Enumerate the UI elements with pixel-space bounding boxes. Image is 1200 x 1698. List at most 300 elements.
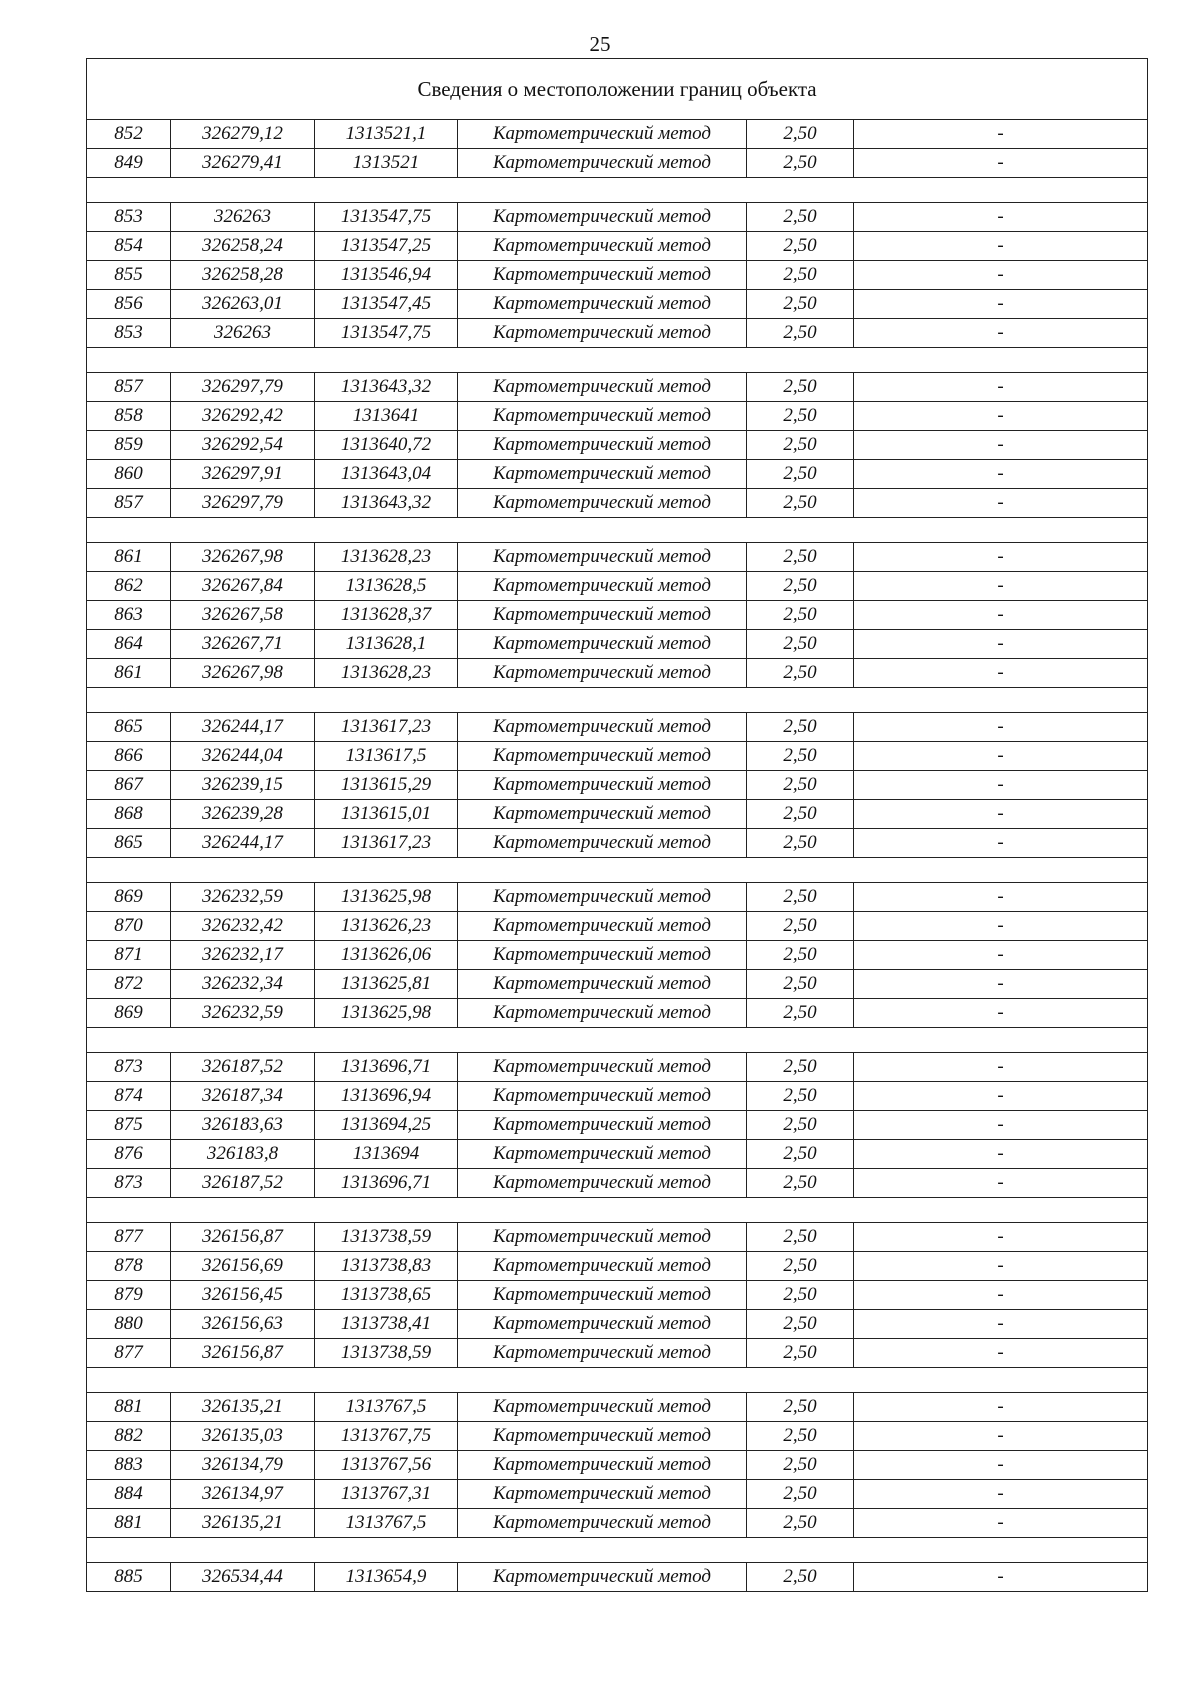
point-number-cell: 883 bbox=[87, 1451, 171, 1480]
method-cell: Картометрический метод bbox=[458, 659, 747, 688]
description-cell: - bbox=[854, 1393, 1148, 1422]
method-cell: Картометрический метод bbox=[458, 970, 747, 999]
table-row bbox=[87, 1053, 1148, 1082]
table-row bbox=[87, 460, 1148, 489]
x-coordinate-cell: 326134,79 bbox=[171, 1451, 315, 1480]
point-number-cell: 881 bbox=[87, 1509, 171, 1538]
point-number-cell: 854 bbox=[87, 232, 171, 261]
precision-cell: 2,50 bbox=[747, 829, 854, 858]
description-cell: - bbox=[854, 800, 1148, 829]
precision-cell: 2,50 bbox=[747, 290, 854, 319]
point-number-cell: 860 bbox=[87, 460, 171, 489]
y-coordinate-cell: 1313626,06 bbox=[315, 941, 458, 970]
y-coordinate-cell: 1313738,65 bbox=[315, 1281, 458, 1310]
method-cell: Картометрический метод bbox=[458, 941, 747, 970]
x-coordinate-cell: 326534,44 bbox=[171, 1563, 315, 1592]
x-coordinate-cell: 326292,42 bbox=[171, 402, 315, 431]
group-separator-cell bbox=[87, 1198, 1148, 1223]
method-cell: Картометрический метод bbox=[458, 149, 747, 178]
point-number-cell: 853 bbox=[87, 319, 171, 348]
y-coordinate-cell: 1313738,83 bbox=[315, 1252, 458, 1281]
precision-cell: 2,50 bbox=[747, 630, 854, 659]
description-cell: - bbox=[854, 319, 1148, 348]
precision-cell: 2,50 bbox=[747, 1310, 854, 1339]
x-coordinate-cell: 326239,15 bbox=[171, 771, 315, 800]
boundary-coordinates-table bbox=[86, 58, 1148, 1592]
group-separator-cell bbox=[87, 348, 1148, 373]
method-cell: Картометрический метод bbox=[458, 431, 747, 460]
x-coordinate-cell: 326244,17 bbox=[171, 829, 315, 858]
description-cell: - bbox=[854, 941, 1148, 970]
description-cell: - bbox=[854, 203, 1148, 232]
x-coordinate-cell: 326134,97 bbox=[171, 1480, 315, 1509]
x-coordinate-cell: 326279,41 bbox=[171, 149, 315, 178]
y-coordinate-cell: 1313617,23 bbox=[315, 713, 458, 742]
y-coordinate-cell: 1313617,5 bbox=[315, 742, 458, 771]
group-separator-row bbox=[87, 688, 1148, 713]
x-coordinate-cell: 326156,63 bbox=[171, 1310, 315, 1339]
description-cell: - bbox=[854, 572, 1148, 601]
y-coordinate-cell: 1313643,04 bbox=[315, 460, 458, 489]
y-coordinate-cell: 1313696,71 bbox=[315, 1169, 458, 1198]
precision-cell: 2,50 bbox=[747, 203, 854, 232]
point-number-cell: 867 bbox=[87, 771, 171, 800]
precision-cell: 2,50 bbox=[747, 460, 854, 489]
description-cell: - bbox=[854, 1082, 1148, 1111]
table-row bbox=[87, 402, 1148, 431]
description-cell: - bbox=[854, 373, 1148, 402]
page-number: 25 bbox=[589, 32, 611, 56]
x-coordinate-cell: 326297,79 bbox=[171, 489, 315, 518]
table-row bbox=[87, 319, 1148, 348]
method-cell: Картометрический метод bbox=[458, 232, 747, 261]
x-coordinate-cell: 326258,24 bbox=[171, 232, 315, 261]
group-separator-cell bbox=[87, 1538, 1148, 1563]
y-coordinate-cell: 1313547,25 bbox=[315, 232, 458, 261]
method-cell: Картометрический метод bbox=[458, 290, 747, 319]
y-coordinate-cell: 1313696,94 bbox=[315, 1082, 458, 1111]
precision-cell: 2,50 bbox=[747, 261, 854, 290]
x-coordinate-cell: 326232,59 bbox=[171, 999, 315, 1028]
description-cell: - bbox=[854, 1223, 1148, 1252]
method-cell: Картометрический метод bbox=[458, 1169, 747, 1198]
description-cell: - bbox=[854, 431, 1148, 460]
y-coordinate-cell: 1313628,37 bbox=[315, 601, 458, 630]
point-number-cell: 859 bbox=[87, 431, 171, 460]
point-number-cell: 858 bbox=[87, 402, 171, 431]
description-cell: - bbox=[854, 771, 1148, 800]
description-cell: - bbox=[854, 1310, 1148, 1339]
table-row bbox=[87, 261, 1148, 290]
table-row bbox=[87, 149, 1148, 178]
y-coordinate-cell: 1313767,56 bbox=[315, 1451, 458, 1480]
y-coordinate-cell: 1313694,25 bbox=[315, 1111, 458, 1140]
method-cell: Картометрический метод bbox=[458, 1451, 747, 1480]
point-number-cell: 885 bbox=[87, 1563, 171, 1592]
table-row bbox=[87, 1451, 1148, 1480]
precision-cell: 2,50 bbox=[747, 543, 854, 572]
method-cell: Картометрический метод bbox=[458, 800, 747, 829]
x-coordinate-cell: 326187,52 bbox=[171, 1169, 315, 1198]
group-separator-row bbox=[87, 1198, 1148, 1223]
precision-cell: 2,50 bbox=[747, 1169, 854, 1198]
table-row bbox=[87, 1393, 1148, 1422]
precision-cell: 2,50 bbox=[747, 1082, 854, 1111]
description-cell: - bbox=[854, 1480, 1148, 1509]
table-row bbox=[87, 1563, 1148, 1592]
point-number-cell: 869 bbox=[87, 999, 171, 1028]
group-separator-row bbox=[87, 1028, 1148, 1053]
x-coordinate-cell: 326156,45 bbox=[171, 1281, 315, 1310]
method-cell: Картометрический метод bbox=[458, 1111, 747, 1140]
y-coordinate-cell: 1313767,75 bbox=[315, 1422, 458, 1451]
precision-cell: 2,50 bbox=[747, 1509, 854, 1538]
y-coordinate-cell: 1313615,01 bbox=[315, 800, 458, 829]
x-coordinate-cell: 326135,03 bbox=[171, 1422, 315, 1451]
table-row bbox=[87, 489, 1148, 518]
y-coordinate-cell: 1313546,94 bbox=[315, 261, 458, 290]
point-number-cell: 865 bbox=[87, 713, 171, 742]
point-number-cell: 874 bbox=[87, 1082, 171, 1111]
description-cell: - bbox=[854, 999, 1148, 1028]
y-coordinate-cell: 1313696,71 bbox=[315, 1053, 458, 1082]
method-cell: Картометрический метод bbox=[458, 1281, 747, 1310]
point-number-cell: 857 bbox=[87, 489, 171, 518]
x-coordinate-cell: 326135,21 bbox=[171, 1393, 315, 1422]
point-number-cell: 879 bbox=[87, 1281, 171, 1310]
description-cell: - bbox=[854, 713, 1148, 742]
point-number-cell: 873 bbox=[87, 1053, 171, 1082]
table-row bbox=[87, 601, 1148, 630]
precision-cell: 2,50 bbox=[747, 431, 854, 460]
precision-cell: 2,50 bbox=[747, 1053, 854, 1082]
precision-cell: 2,50 bbox=[747, 232, 854, 261]
precision-cell: 2,50 bbox=[747, 1480, 854, 1509]
precision-cell: 2,50 bbox=[747, 1422, 854, 1451]
description-cell: - bbox=[854, 1111, 1148, 1140]
description-cell: - bbox=[854, 489, 1148, 518]
x-coordinate-cell: 326267,58 bbox=[171, 601, 315, 630]
method-cell: Картометрический метод bbox=[458, 1223, 747, 1252]
precision-cell: 2,50 bbox=[747, 1563, 854, 1592]
y-coordinate-cell: 1313767,5 bbox=[315, 1393, 458, 1422]
description-cell: - bbox=[854, 120, 1148, 149]
point-number-cell: 868 bbox=[87, 800, 171, 829]
table-title: Сведения о местоположении границ объекта bbox=[87, 59, 1148, 120]
method-cell: Картометрический метод bbox=[458, 999, 747, 1028]
method-cell: Картометрический метод bbox=[458, 120, 747, 149]
description-cell: - bbox=[854, 1422, 1148, 1451]
method-cell: Картометрический метод bbox=[458, 1310, 747, 1339]
description-cell: - bbox=[854, 1281, 1148, 1310]
point-number-cell: 849 bbox=[87, 149, 171, 178]
point-number-cell: 877 bbox=[87, 1339, 171, 1368]
precision-cell: 2,50 bbox=[747, 970, 854, 999]
description-cell: - bbox=[854, 290, 1148, 319]
description-cell: - bbox=[854, 1053, 1148, 1082]
x-coordinate-cell: 326187,52 bbox=[171, 1053, 315, 1082]
point-number-cell: 857 bbox=[87, 373, 171, 402]
table-row bbox=[87, 232, 1148, 261]
point-number-cell: 863 bbox=[87, 601, 171, 630]
point-number-cell: 853 bbox=[87, 203, 171, 232]
y-coordinate-cell: 1313617,23 bbox=[315, 829, 458, 858]
point-number-cell: 884 bbox=[87, 1480, 171, 1509]
x-coordinate-cell: 326239,28 bbox=[171, 800, 315, 829]
method-cell: Картометрический метод bbox=[458, 1252, 747, 1281]
group-separator-cell bbox=[87, 518, 1148, 543]
table-row bbox=[87, 829, 1148, 858]
group-separator-row bbox=[87, 858, 1148, 883]
method-cell: Картометрический метод bbox=[458, 912, 747, 941]
x-coordinate-cell: 326187,34 bbox=[171, 1082, 315, 1111]
table-row bbox=[87, 713, 1148, 742]
point-number-cell: 871 bbox=[87, 941, 171, 970]
x-coordinate-cell: 326258,28 bbox=[171, 261, 315, 290]
precision-cell: 2,50 bbox=[747, 713, 854, 742]
precision-cell: 2,50 bbox=[747, 659, 854, 688]
group-separator-cell bbox=[87, 688, 1148, 713]
x-coordinate-cell: 326292,54 bbox=[171, 431, 315, 460]
group-separator-cell bbox=[87, 1028, 1148, 1053]
precision-cell: 2,50 bbox=[747, 1223, 854, 1252]
y-coordinate-cell: 1313628,23 bbox=[315, 543, 458, 572]
point-number-cell: 880 bbox=[87, 1310, 171, 1339]
precision-cell: 2,50 bbox=[747, 1111, 854, 1140]
x-coordinate-cell: 326279,12 bbox=[171, 120, 315, 149]
x-coordinate-cell: 326267,98 bbox=[171, 543, 315, 572]
method-cell: Картометрический метод bbox=[458, 460, 747, 489]
group-separator-cell bbox=[87, 178, 1148, 203]
y-coordinate-cell: 1313628,5 bbox=[315, 572, 458, 601]
point-number-cell: 875 bbox=[87, 1111, 171, 1140]
description-cell: - bbox=[854, 659, 1148, 688]
method-cell: Картометрический метод bbox=[458, 601, 747, 630]
method-cell: Картометрический метод bbox=[458, 203, 747, 232]
table-row bbox=[87, 290, 1148, 319]
x-coordinate-cell: 326263 bbox=[171, 319, 315, 348]
precision-cell: 2,50 bbox=[747, 572, 854, 601]
precision-cell: 2,50 bbox=[747, 1451, 854, 1480]
x-coordinate-cell: 326267,98 bbox=[171, 659, 315, 688]
method-cell: Картометрический метод bbox=[458, 742, 747, 771]
y-coordinate-cell: 1313615,29 bbox=[315, 771, 458, 800]
table-row bbox=[87, 1082, 1148, 1111]
point-number-cell: 877 bbox=[87, 1223, 171, 1252]
precision-cell: 2,50 bbox=[747, 1339, 854, 1368]
y-coordinate-cell: 1313640,72 bbox=[315, 431, 458, 460]
y-coordinate-cell: 1313628,23 bbox=[315, 659, 458, 688]
precision-cell: 2,50 bbox=[747, 941, 854, 970]
table-row bbox=[87, 659, 1148, 688]
table-row bbox=[87, 1509, 1148, 1538]
point-number-cell: 864 bbox=[87, 630, 171, 659]
description-cell: - bbox=[854, 232, 1148, 261]
group-separator-row bbox=[87, 518, 1148, 543]
table-row bbox=[87, 771, 1148, 800]
description-cell: - bbox=[854, 402, 1148, 431]
table-row bbox=[87, 970, 1148, 999]
point-number-cell: 865 bbox=[87, 829, 171, 858]
point-number-cell: 855 bbox=[87, 261, 171, 290]
method-cell: Картометрический метод bbox=[458, 1563, 747, 1592]
method-cell: Картометрический метод bbox=[458, 261, 747, 290]
precision-cell: 2,50 bbox=[747, 319, 854, 348]
point-number-cell: 876 bbox=[87, 1140, 171, 1169]
y-coordinate-cell: 1313521,1 bbox=[315, 120, 458, 149]
table-row bbox=[87, 883, 1148, 912]
precision-cell: 2,50 bbox=[747, 999, 854, 1028]
description-cell: - bbox=[854, 1140, 1148, 1169]
y-coordinate-cell: 1313694 bbox=[315, 1140, 458, 1169]
description-cell: - bbox=[854, 543, 1148, 572]
y-coordinate-cell: 1313654,9 bbox=[315, 1563, 458, 1592]
method-cell: Картометрический метод bbox=[458, 1339, 747, 1368]
table-row bbox=[87, 630, 1148, 659]
table-row bbox=[87, 572, 1148, 601]
precision-cell: 2,50 bbox=[747, 1393, 854, 1422]
x-coordinate-cell: 326267,71 bbox=[171, 630, 315, 659]
description-cell: - bbox=[854, 149, 1148, 178]
x-coordinate-cell: 326263,01 bbox=[171, 290, 315, 319]
method-cell: Картометрический метод bbox=[458, 1393, 747, 1422]
point-number-cell: 881 bbox=[87, 1393, 171, 1422]
precision-cell: 2,50 bbox=[747, 373, 854, 402]
description-cell: - bbox=[854, 1451, 1148, 1480]
y-coordinate-cell: 1313643,32 bbox=[315, 373, 458, 402]
table-row bbox=[87, 1339, 1148, 1368]
group-separator-row bbox=[87, 1538, 1148, 1563]
description-cell: - bbox=[854, 1169, 1148, 1198]
description-cell: - bbox=[854, 970, 1148, 999]
y-coordinate-cell: 1313626,23 bbox=[315, 912, 458, 941]
table-row bbox=[87, 941, 1148, 970]
method-cell: Картометрический метод bbox=[458, 1422, 747, 1451]
description-cell: - bbox=[854, 883, 1148, 912]
method-cell: Картометрический метод bbox=[458, 572, 747, 601]
method-cell: Картометрический метод bbox=[458, 630, 747, 659]
x-coordinate-cell: 326135,21 bbox=[171, 1509, 315, 1538]
table-row bbox=[87, 800, 1148, 829]
description-cell: - bbox=[854, 1563, 1148, 1592]
x-coordinate-cell: 326156,87 bbox=[171, 1339, 315, 1368]
y-coordinate-cell: 1313521 bbox=[315, 149, 458, 178]
y-coordinate-cell: 1313641 bbox=[315, 402, 458, 431]
point-number-cell: 852 bbox=[87, 120, 171, 149]
method-cell: Картометрический метод bbox=[458, 713, 747, 742]
x-coordinate-cell: 326183,8 bbox=[171, 1140, 315, 1169]
method-cell: Картометрический метод bbox=[458, 319, 747, 348]
point-number-cell: 873 bbox=[87, 1169, 171, 1198]
method-cell: Картометрический метод bbox=[458, 1082, 747, 1111]
y-coordinate-cell: 1313643,32 bbox=[315, 489, 458, 518]
x-coordinate-cell: 326183,63 bbox=[171, 1111, 315, 1140]
point-number-cell: 861 bbox=[87, 543, 171, 572]
group-separator-cell bbox=[87, 858, 1148, 883]
point-number-cell: 878 bbox=[87, 1252, 171, 1281]
table-row bbox=[87, 431, 1148, 460]
precision-cell: 2,50 bbox=[747, 742, 854, 771]
description-cell: - bbox=[854, 460, 1148, 489]
table-row bbox=[87, 1169, 1148, 1198]
table-row bbox=[87, 1223, 1148, 1252]
precision-cell: 2,50 bbox=[747, 601, 854, 630]
description-cell: - bbox=[854, 1339, 1148, 1368]
method-cell: Картометрический метод bbox=[458, 543, 747, 572]
precision-cell: 2,50 bbox=[747, 800, 854, 829]
y-coordinate-cell: 1313547,75 bbox=[315, 203, 458, 232]
table-row bbox=[87, 1252, 1148, 1281]
y-coordinate-cell: 1313625,98 bbox=[315, 999, 458, 1028]
method-cell: Картометрический метод bbox=[458, 489, 747, 518]
group-separator-row bbox=[87, 178, 1148, 203]
description-cell: - bbox=[854, 829, 1148, 858]
x-coordinate-cell: 326244,17 bbox=[171, 713, 315, 742]
point-number-cell: 862 bbox=[87, 572, 171, 601]
table-row bbox=[87, 912, 1148, 941]
precision-cell: 2,50 bbox=[747, 489, 854, 518]
y-coordinate-cell: 1313767,31 bbox=[315, 1480, 458, 1509]
table-row bbox=[87, 1310, 1148, 1339]
x-coordinate-cell: 326297,79 bbox=[171, 373, 315, 402]
x-coordinate-cell: 326232,34 bbox=[171, 970, 315, 999]
x-coordinate-cell: 326267,84 bbox=[171, 572, 315, 601]
method-cell: Картометрический метод bbox=[458, 373, 747, 402]
point-number-cell: 861 bbox=[87, 659, 171, 688]
x-coordinate-cell: 326297,91 bbox=[171, 460, 315, 489]
method-cell: Картометрический метод bbox=[458, 829, 747, 858]
precision-cell: 2,50 bbox=[747, 1140, 854, 1169]
y-coordinate-cell: 1313625,98 bbox=[315, 883, 458, 912]
table-row bbox=[87, 1480, 1148, 1509]
point-number-cell: 866 bbox=[87, 742, 171, 771]
table-row bbox=[87, 373, 1148, 402]
description-cell: - bbox=[854, 912, 1148, 941]
method-cell: Картометрический метод bbox=[458, 1053, 747, 1082]
group-separator-row bbox=[87, 348, 1148, 373]
y-coordinate-cell: 1313738,59 bbox=[315, 1339, 458, 1368]
precision-cell: 2,50 bbox=[747, 1281, 854, 1310]
table-row bbox=[87, 742, 1148, 771]
precision-cell: 2,50 bbox=[747, 771, 854, 800]
table-row bbox=[87, 1140, 1148, 1169]
precision-cell: 2,50 bbox=[747, 120, 854, 149]
method-cell: Картометрический метод bbox=[458, 402, 747, 431]
x-coordinate-cell: 326232,17 bbox=[171, 941, 315, 970]
description-cell: - bbox=[854, 630, 1148, 659]
y-coordinate-cell: 1313625,81 bbox=[315, 970, 458, 999]
y-coordinate-cell: 1313738,59 bbox=[315, 1223, 458, 1252]
point-number-cell: 869 bbox=[87, 883, 171, 912]
x-coordinate-cell: 326263 bbox=[171, 203, 315, 232]
x-coordinate-cell: 326244,04 bbox=[171, 742, 315, 771]
method-cell: Картометрический метод bbox=[458, 883, 747, 912]
x-coordinate-cell: 326156,87 bbox=[171, 1223, 315, 1252]
precision-cell: 2,50 bbox=[747, 1252, 854, 1281]
x-coordinate-cell: 326232,59 bbox=[171, 883, 315, 912]
description-cell: - bbox=[854, 1509, 1148, 1538]
point-number-cell: 872 bbox=[87, 970, 171, 999]
group-separator-row bbox=[87, 1368, 1148, 1393]
table-row bbox=[87, 1281, 1148, 1310]
method-cell: Картометрический метод bbox=[458, 1480, 747, 1509]
method-cell: Картометрический метод bbox=[458, 1140, 747, 1169]
precision-cell: 2,50 bbox=[747, 149, 854, 178]
group-separator-cell bbox=[87, 1368, 1148, 1393]
y-coordinate-cell: 1313547,45 bbox=[315, 290, 458, 319]
description-cell: - bbox=[854, 742, 1148, 771]
table-row bbox=[87, 203, 1148, 232]
